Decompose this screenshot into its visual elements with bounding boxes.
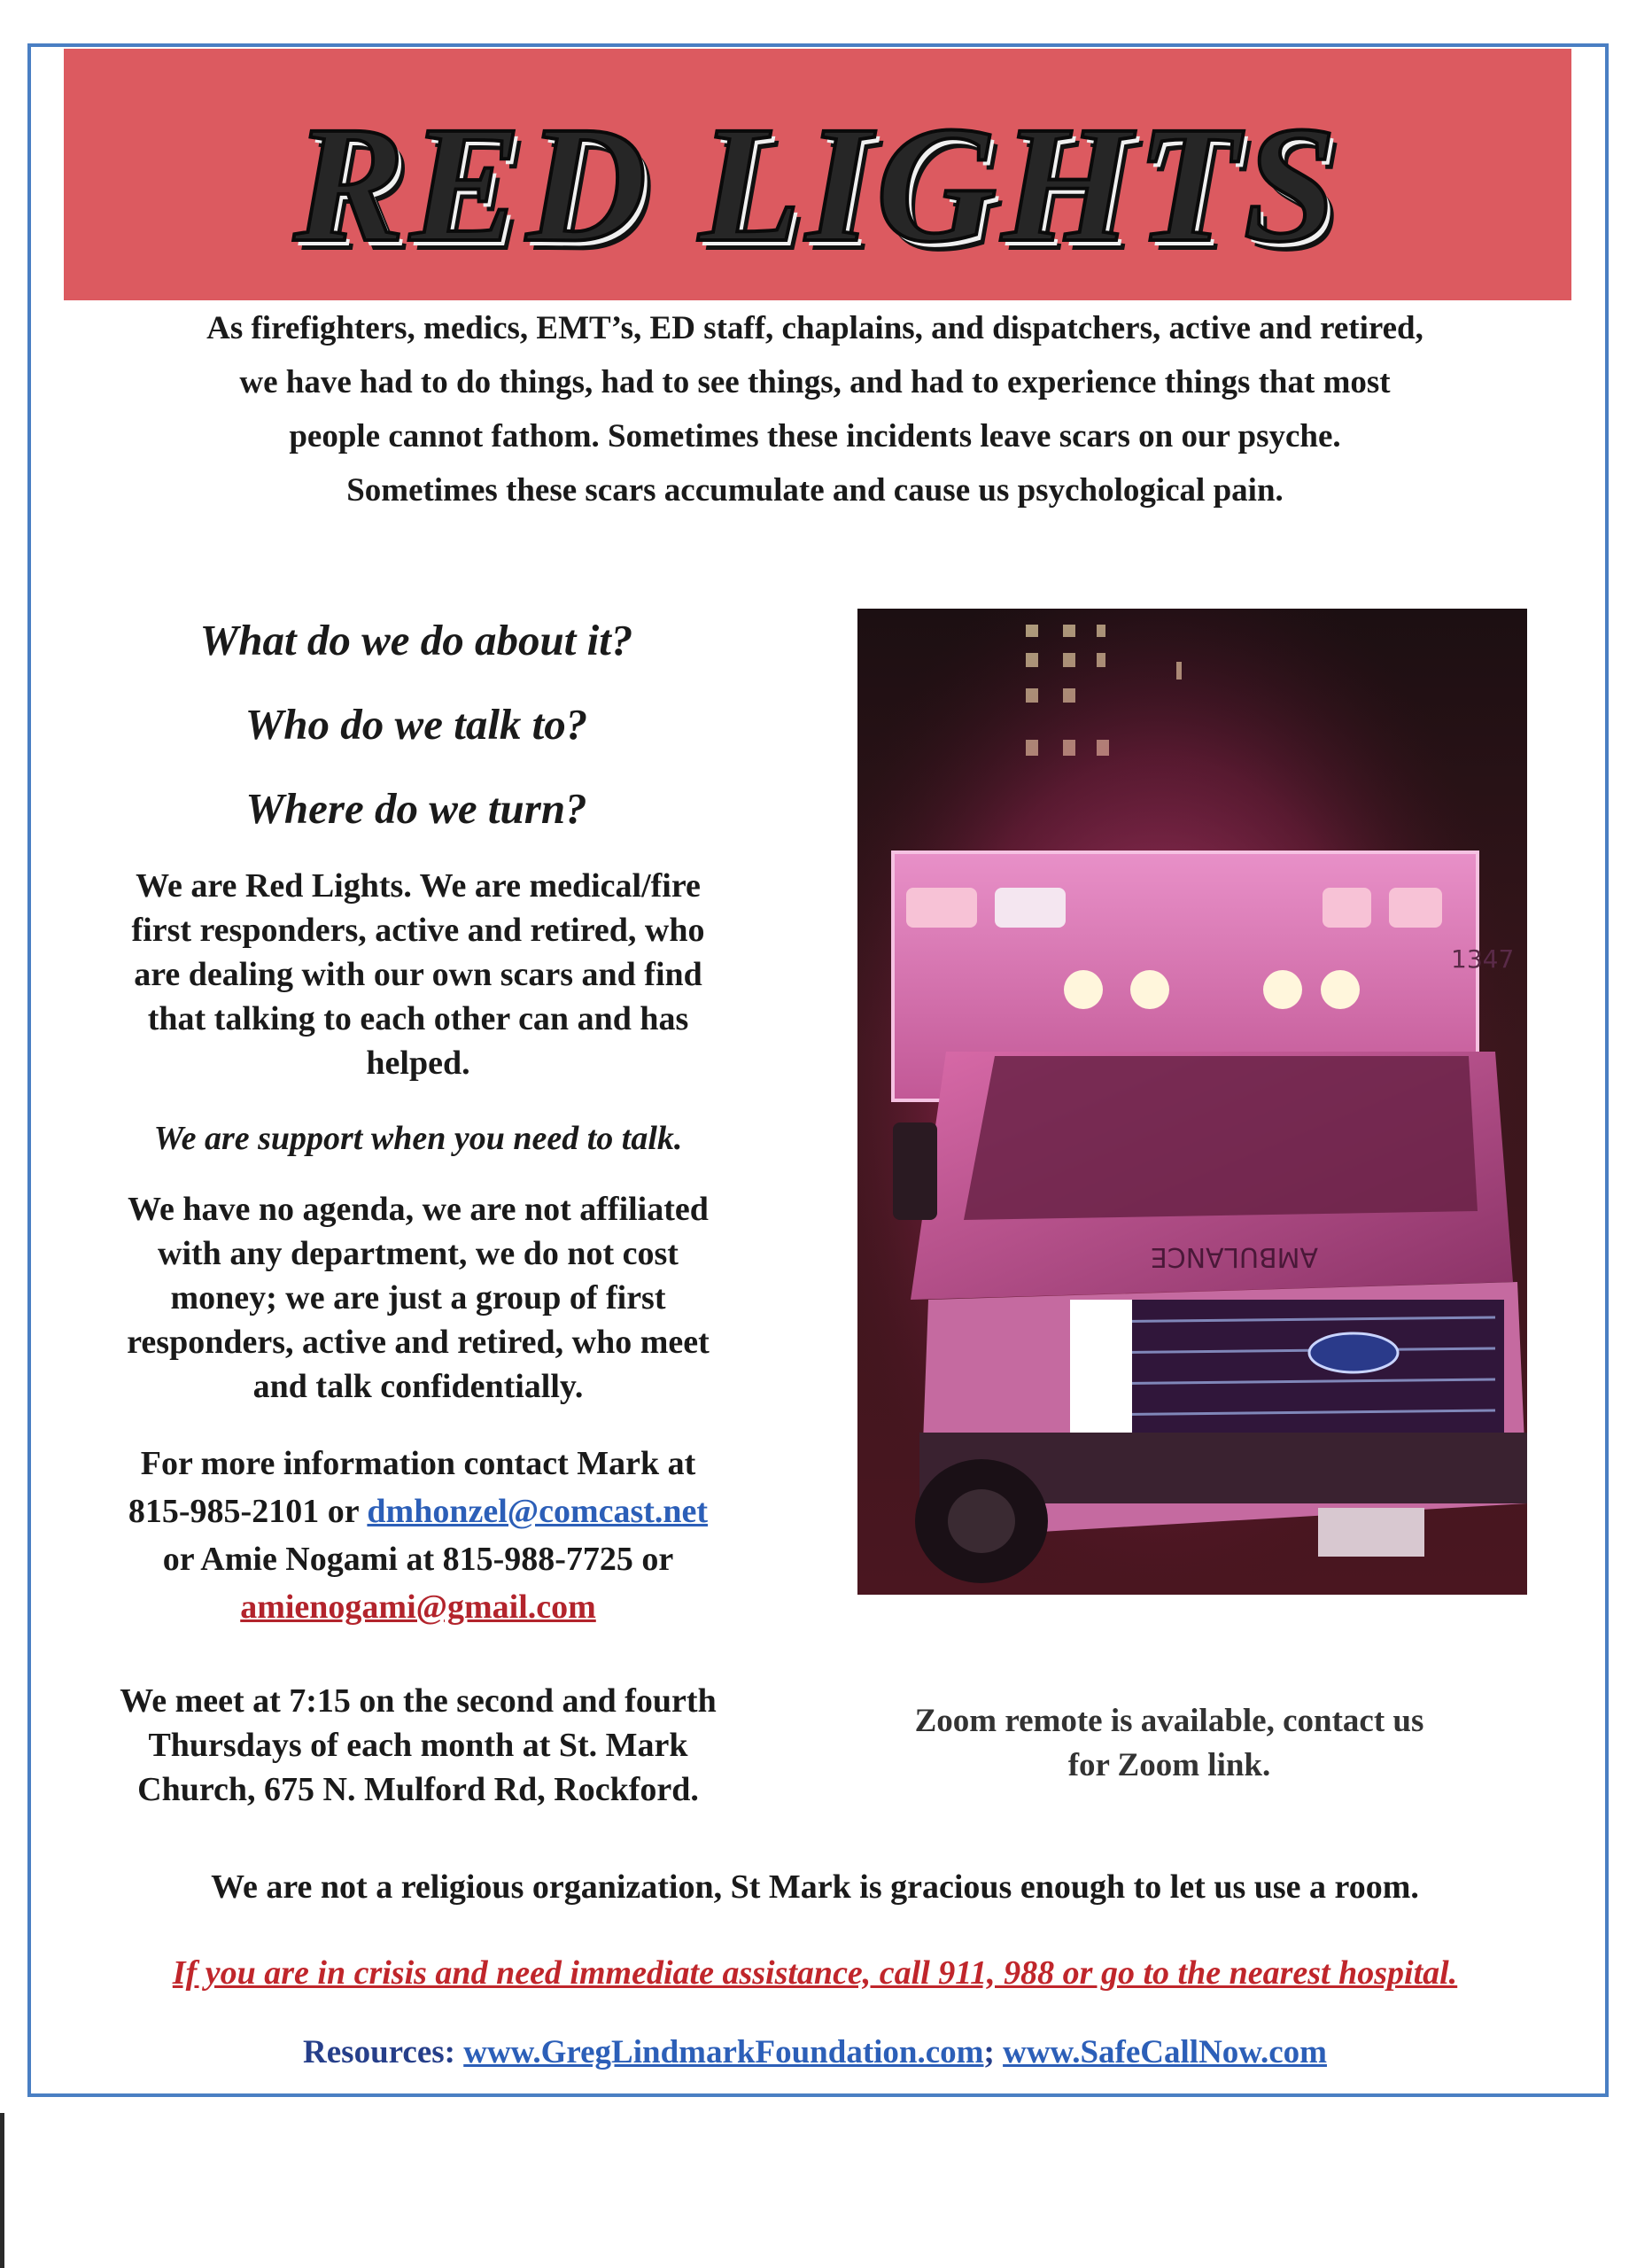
unit-number: 1347 [1451, 944, 1515, 974]
meeting-line: Thursdays of each month at St. Mark [148, 1727, 688, 1764]
crisis-notice: If you are in crisis and need immediate assistance, call 911, 988 or go to the nearest hospital. [172, 1954, 1458, 1992]
agenda-line: responders, active and retired, who meet [127, 1324, 710, 1361]
agenda-line: and talk confidentially. [252, 1368, 584, 1405]
agenda-line: money; we are just a group of first [170, 1279, 666, 1317]
support-tagline: We are support when you need to talk. [153, 1120, 683, 1157]
meeting-paragraph [55, 1679, 781, 1812]
contact-line: For more information contact Mark at [140, 1445, 696, 1482]
contact-line: or Amie Nogami at 815-988-7725 or [162, 1541, 674, 1578]
about-line: helped. [366, 1045, 470, 1082]
mark-phone: 815-985-2101 or [128, 1493, 368, 1530]
intro-paragraph [53, 301, 1577, 517]
question-who: Who do we talk to? [244, 700, 588, 749]
about-paragraph [55, 864, 781, 1085]
about-line: first responders, active and retired, who [131, 912, 705, 949]
question-where: Where do we turn? [245, 784, 587, 833]
hood-text: AMBULANCE [1150, 1241, 1318, 1272]
agenda-paragraph [55, 1187, 781, 1409]
contact-line [55, 1583, 781, 1631]
intro-line: As firefighters, medics, EMT’s, ED staff, chaplains, and dispatchers, active and retired, [206, 310, 1423, 346]
intro-line: Sometimes these scars accumulate and cause us psychological pain. [346, 472, 1284, 509]
agenda-line: We have no agenda, we are not affiliated [128, 1191, 709, 1228]
page-title: RED LIGHTS [293, 91, 1342, 276]
contact-line [55, 1487, 781, 1535]
mark-email-link[interactable]: dmhonzel@comcast.net [367, 1493, 709, 1530]
not-religious-note: We are not a religious organization, St Mark is gracious enough to let us use a room. [211, 1868, 1419, 1906]
amie-email-link[interactable]: amienogami@gmail.com [240, 1588, 596, 1626]
zoom-line: Zoom remote is available, contact us [914, 1703, 1424, 1739]
about-line: are dealing with our own scars and find [134, 956, 702, 993]
about-line: that talking to each other can and has [147, 1000, 689, 1037]
meeting-line: Church, 675 N. Mulford Rd, Rockford. [137, 1771, 699, 1808]
scan-edge-mark [0, 2113, 4, 2268]
resources-line [53, 2031, 1577, 2075]
zoom-line: for Zoom link. [1067, 1747, 1271, 1783]
zoom-note [850, 1699, 1488, 1788]
meeting-line: We meet at 7:15 on the second and fourth [120, 1682, 717, 1720]
question-what: What do we do about it? [199, 616, 633, 664]
ambulance-photo [857, 609, 1527, 1595]
resources-label: Resources: [303, 2034, 464, 2070]
agenda-line: with any department, we do not cost [158, 1235, 679, 1272]
intro-line: we have had to do things, had to see things, and had to experience things that most [239, 364, 1391, 400]
greg-lindmark-link[interactable]: www.GregLindmarkFoundation.com [463, 2034, 984, 2070]
safe-call-now-link[interactable]: www.SafeCallNow.com [1003, 2034, 1327, 2070]
about-line: We are Red Lights. We are medical/fire [136, 867, 701, 905]
intro-line: people cannot fathom. Sometimes these incidents leave scars on our psyche. [289, 418, 1341, 454]
resources-separator: ; [983, 2034, 1004, 2070]
contact-paragraph [55, 1440, 781, 1631]
